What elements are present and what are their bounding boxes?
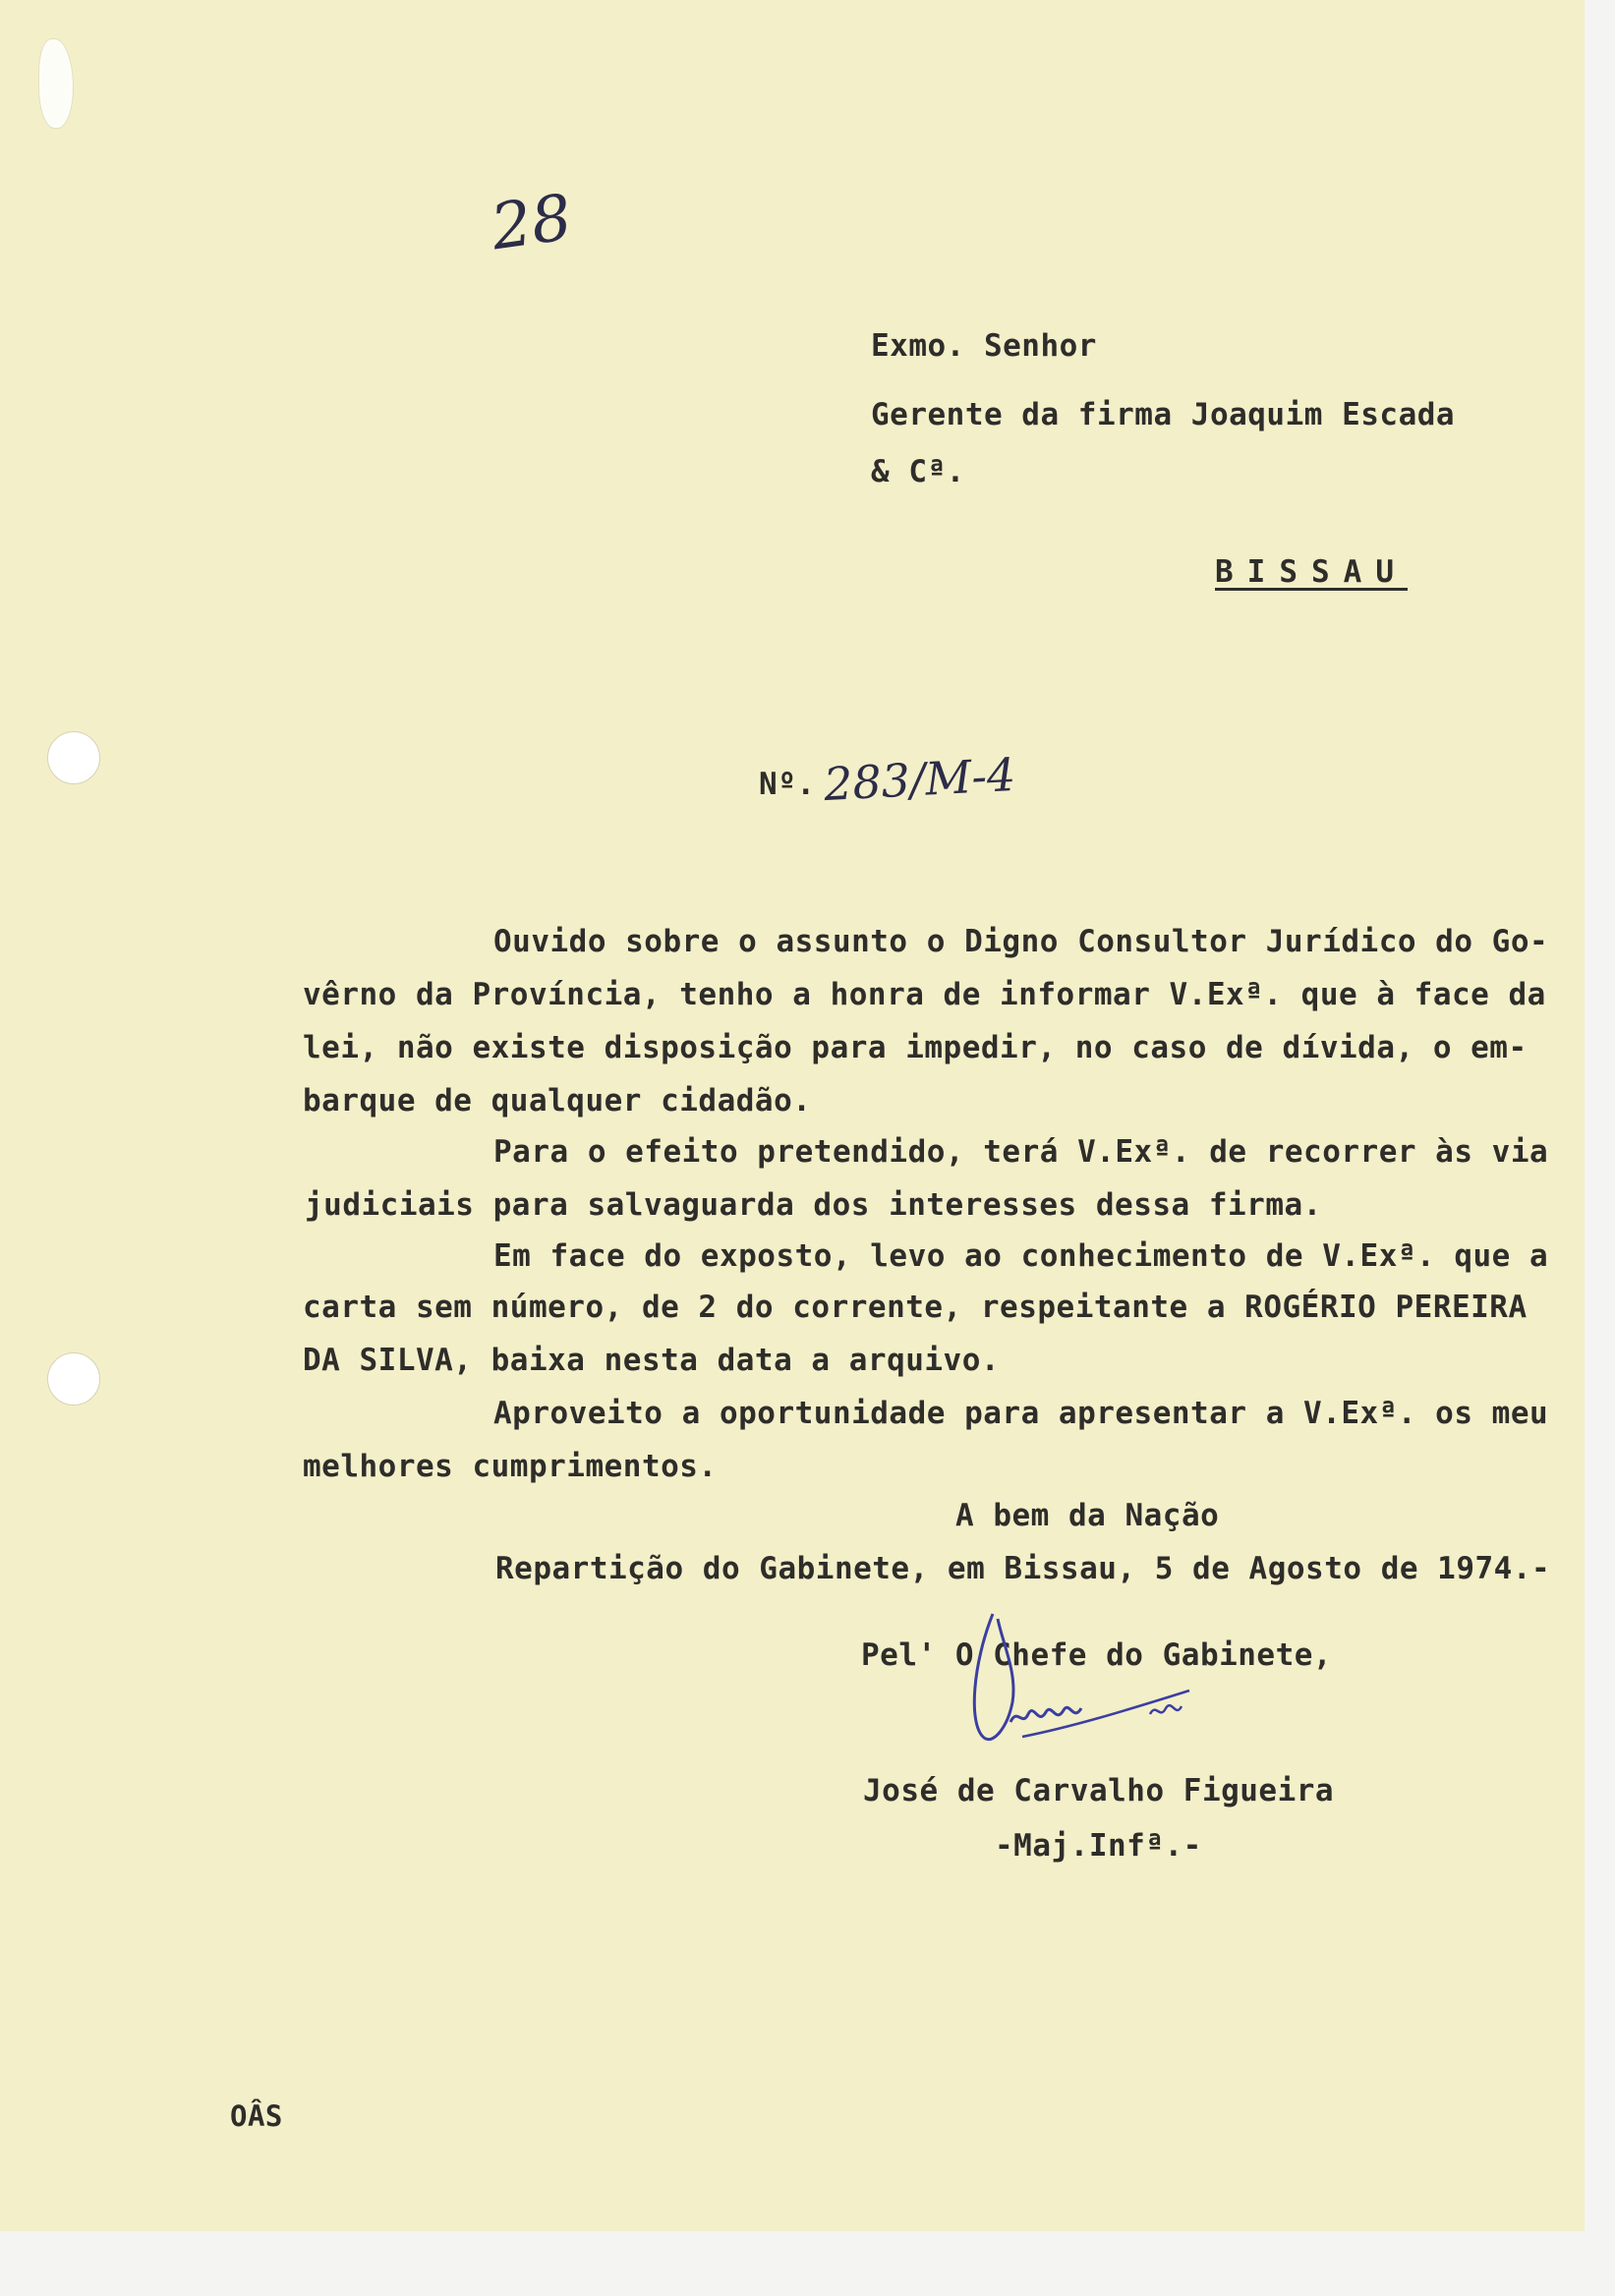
torn-corner <box>39 39 73 128</box>
body-line-2: vêrno da Província, tenho a honra de informar V.Exª. que à face da <box>303 977 1546 1012</box>
reference-prefix: Nº. <box>759 767 816 802</box>
body-line-5: Para o efeito pretendido, terá V.Exª. de recorrer às via <box>493 1134 1549 1170</box>
body-line-1: Ouvido sobre o assunto o Digno Consultor Jurídico do Go- <box>493 924 1549 959</box>
scan-border-right <box>1585 0 1615 2296</box>
scan-border-bottom <box>0 2231 1615 2296</box>
body-line-7: Em face do exposto, levo ao conhecimento de V.Exª. que a <box>493 1238 1549 1274</box>
addressee-city: BISSAU <box>1215 554 1408 590</box>
handwritten-signature <box>963 1604 1219 1751</box>
addressee-line-1: Exmo. Senhor <box>871 328 1097 364</box>
closing-place-date: Repartição do Gabinete, em Bissau, 5 de Agosto de 1974.- <box>495 1551 1551 1586</box>
reference-number: 283/M-4 <box>822 747 1017 812</box>
closing-salutation: A bem da Nação <box>955 1498 1220 1533</box>
closing-on-behalf: Pel' O Chefe do Gabinete, <box>861 1637 1333 1673</box>
typist-initials: OÂS <box>230 2099 283 2133</box>
punch-hole-top <box>47 731 100 784</box>
signatory-name: José de Carvalho Figueira <box>863 1773 1335 1808</box>
folio-number: 28 <box>487 181 577 265</box>
punch-hole-bottom <box>47 1352 100 1406</box>
body-line-9: DA SILVA, baixa nesta data a arquivo. <box>303 1343 1001 1378</box>
body-line-11: melhores cumprimentos. <box>303 1449 718 1484</box>
body-line-4: barque de qualquer cidadão. <box>303 1083 812 1119</box>
signatory-rank: -Maj.Infª.- <box>995 1828 1202 1864</box>
body-line-10: Aproveito a oportunidade para apresentar a V.Exª. os meu <box>493 1396 1549 1431</box>
addressee-line-2: Gerente da firma Joaquim Escada <box>871 397 1456 432</box>
body-line-8: carta sem número, de 2 do corrente, respeitante a ROGÉRIO PEREIRA <box>303 1290 1528 1325</box>
body-line-3: lei, não existe disposição para impedir, no caso de dívida, o em- <box>303 1030 1528 1065</box>
addressee-line-3: & Cª. <box>871 454 965 489</box>
body-line-6: judiciais para salvaguarda dos interesses dessa firma. <box>305 1187 1322 1223</box>
